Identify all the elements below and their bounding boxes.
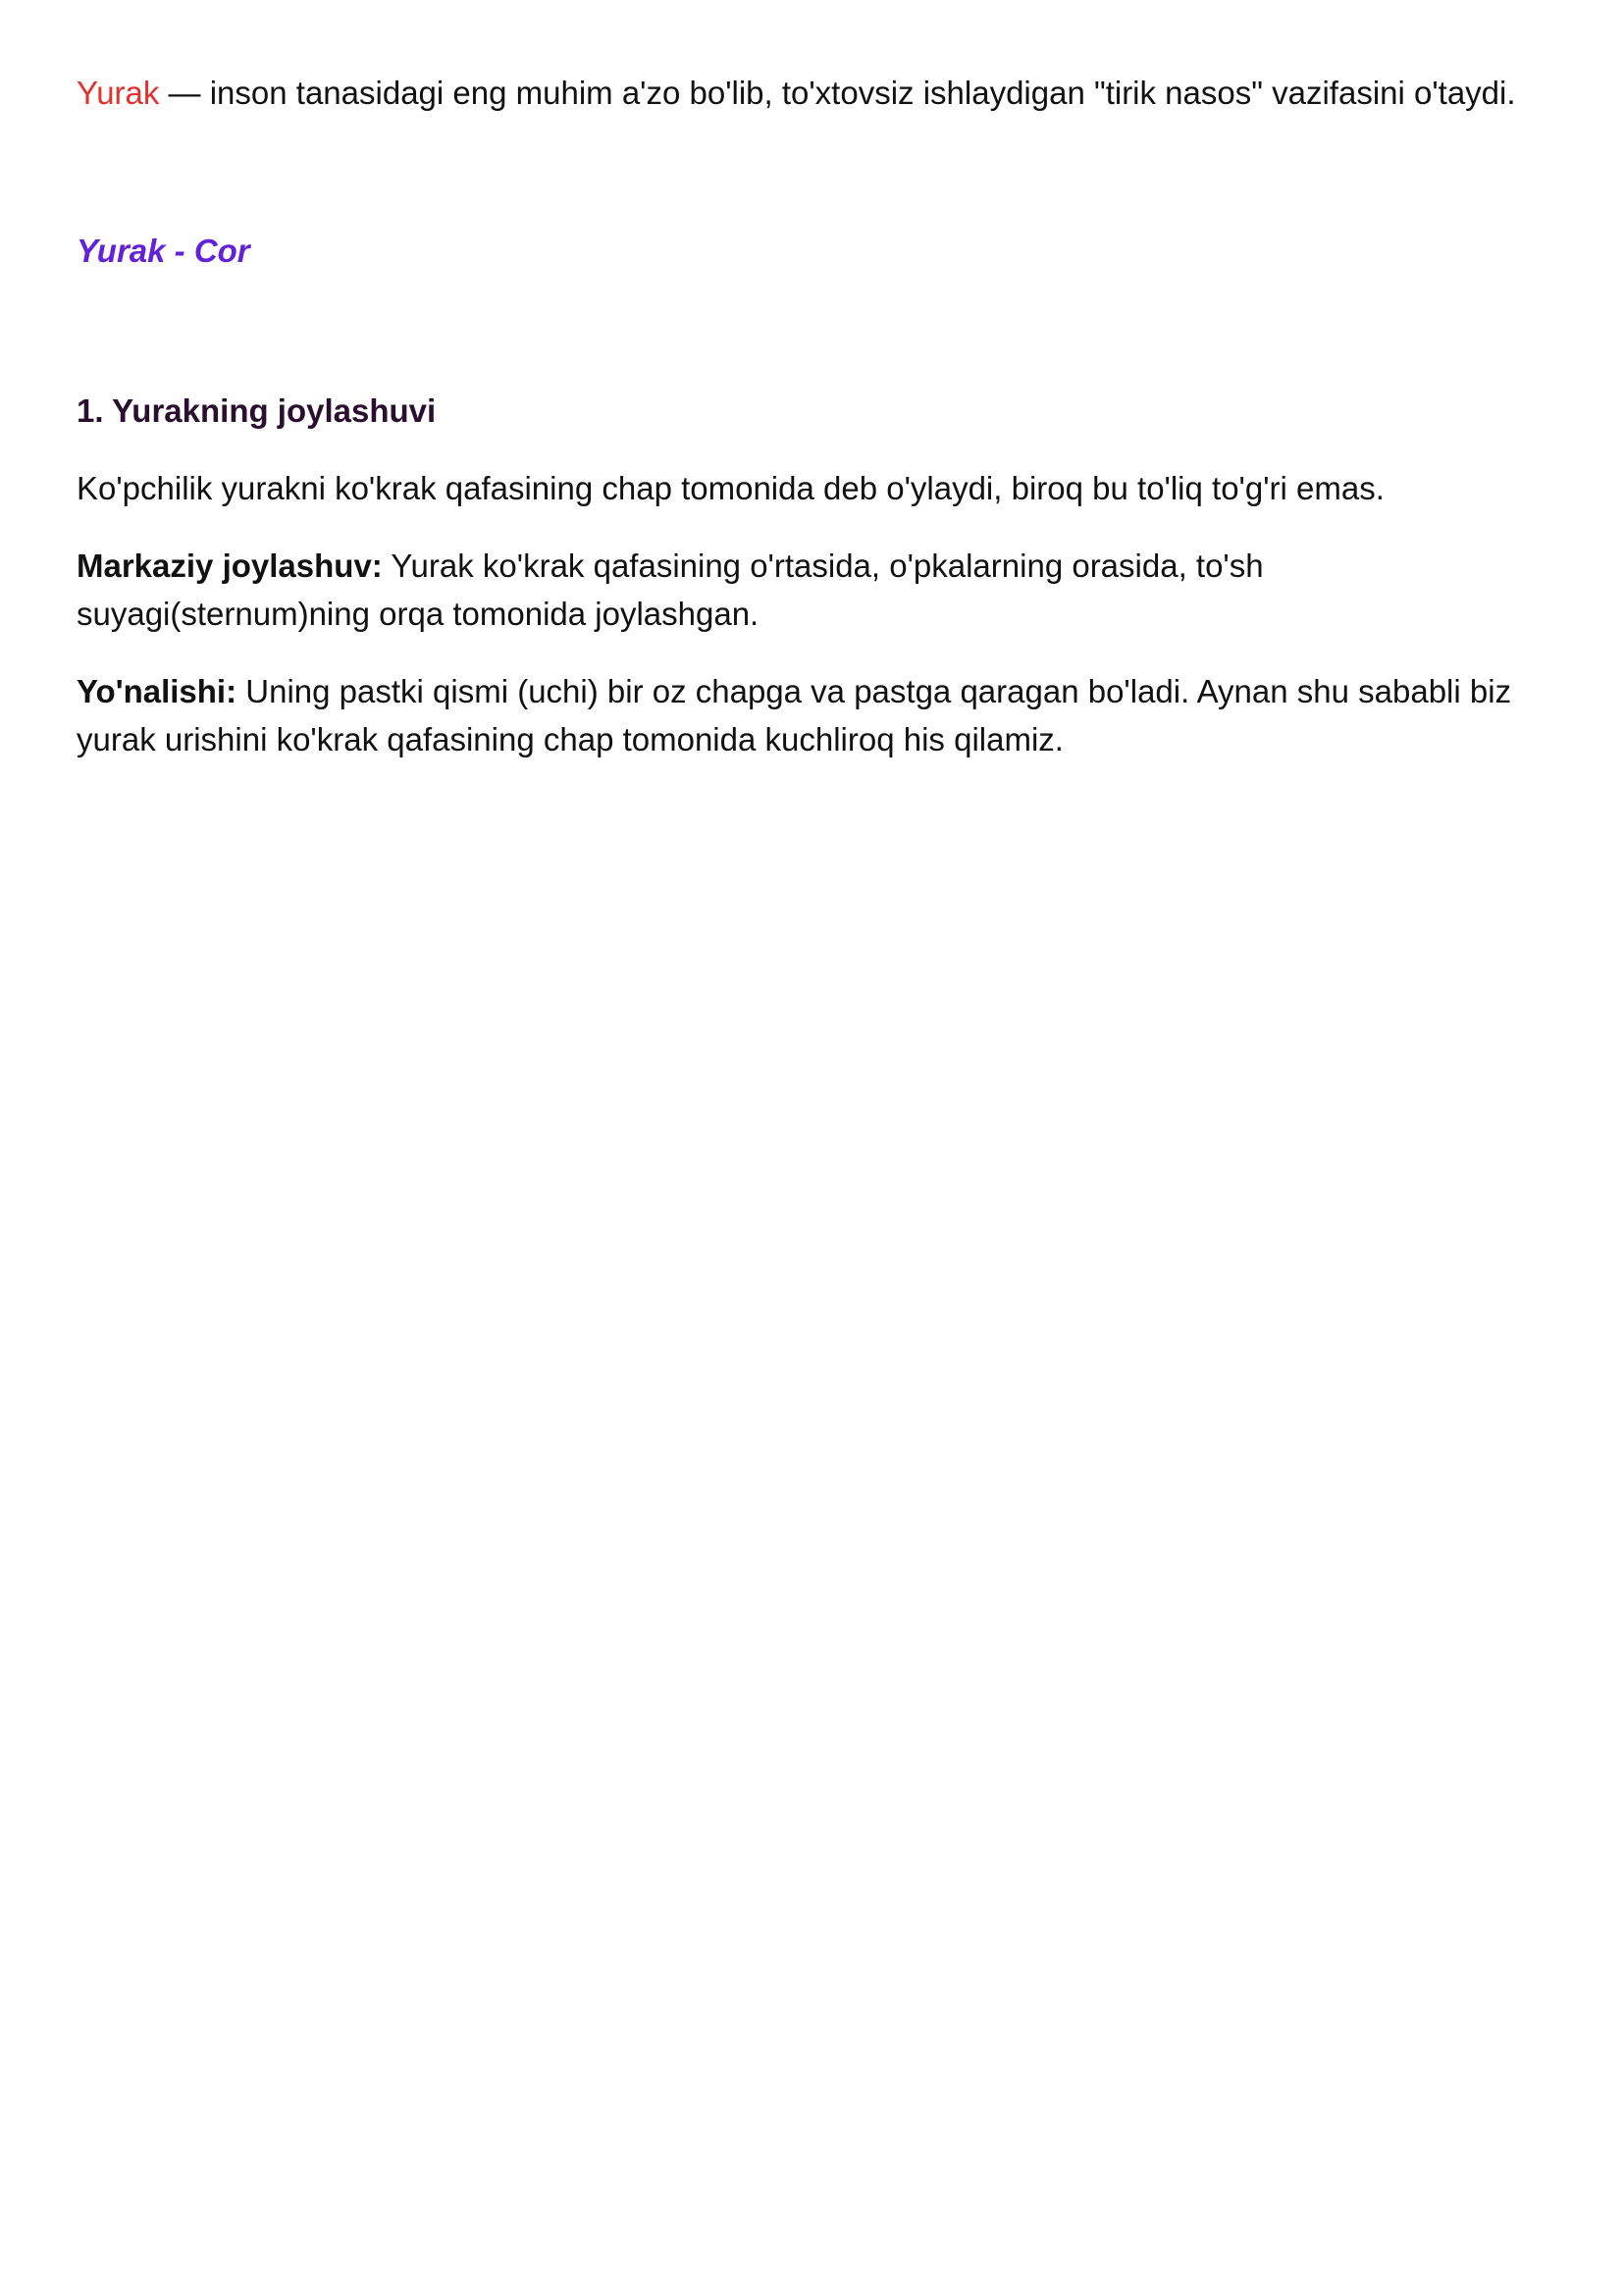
item-term: Markaziy joylashuv: (77, 548, 383, 584)
section-heading: 1. Yurakning joylashuvi (77, 392, 437, 429)
intro-highlight-word: Yurak (77, 75, 160, 111)
item-text-line1: Uning pastki qismi (uchi) bir oz chapga va pastga qaragan bo'ladi. Aynan shu sababli biz (236, 673, 1512, 709)
intro-text: — inson tanasidagi eng muhim a'zo bo'lib, to'xtovsiz ishlaydigan "tirik nasos" vazifasini o'taydi. (159, 75, 1516, 111)
intro-paragraph (77, 69, 1558, 117)
document-content (77, 69, 1558, 763)
item-term: Yo'nalishi: (77, 673, 237, 709)
item-text-line2: yurak urishini ko'krak qafasining chap tomonida kuchliroq his qilamiz. (77, 721, 1064, 757)
list-item-orientation (77, 667, 1558, 763)
item-text-line1: Yurak ko'krak qafasining o'rtasida, o'pkalarning orasida, to'sh (382, 548, 1264, 584)
item-text-line2: suyagi(sternum)ning orqa tomonida joylashgan. (77, 596, 760, 632)
list-item-central-location (77, 542, 1558, 638)
section-paragraph: Ko'pchilik yurakni ko'krak qafasining chap tomonida deb o'ylaydi, biroq bu to'liq to'g'ri emas. (77, 470, 1385, 506)
subtitle: Yurak - Cor (77, 233, 250, 269)
